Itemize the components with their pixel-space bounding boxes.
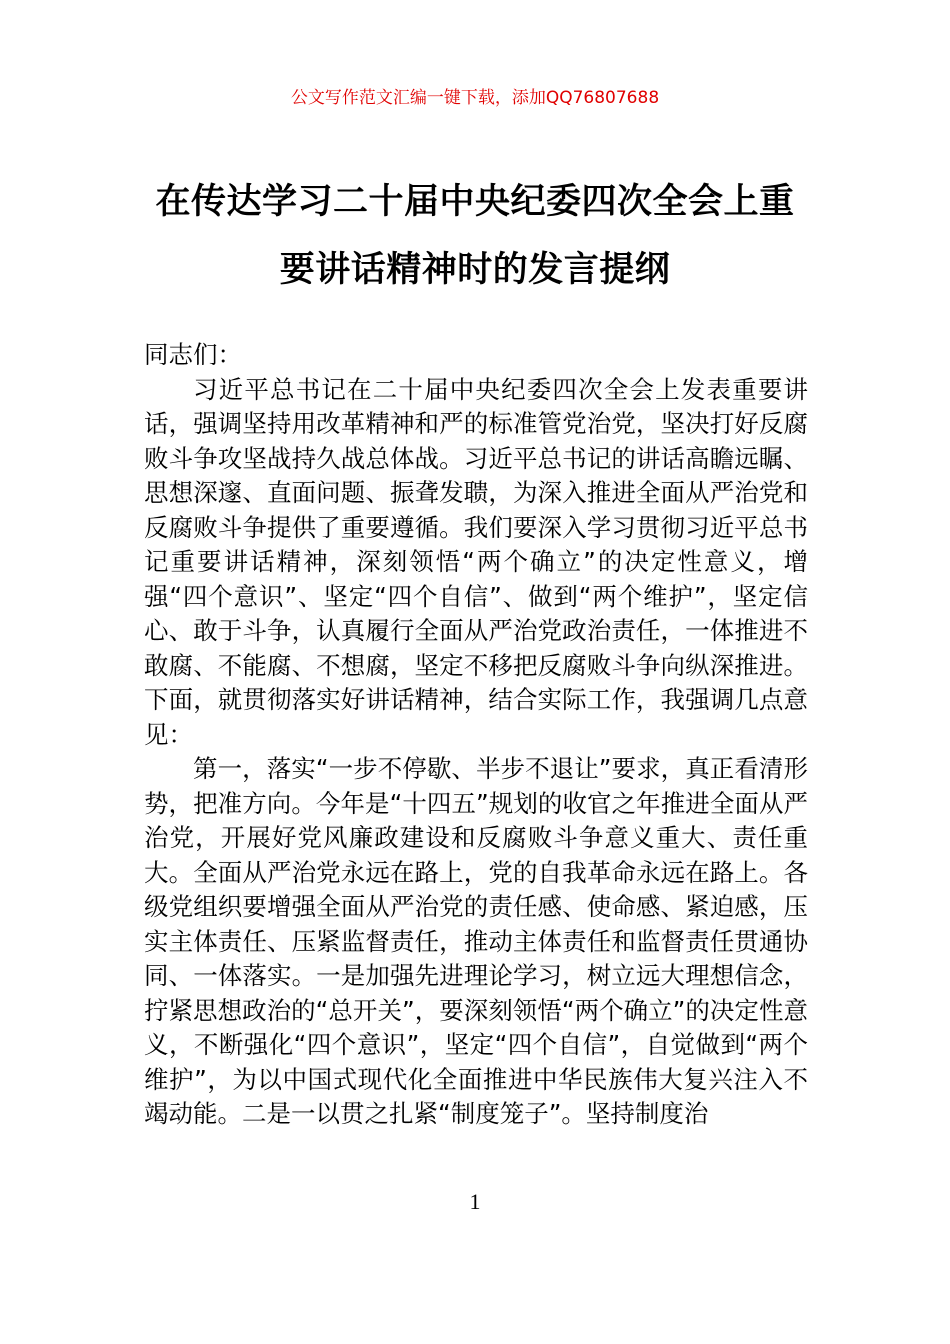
download-banner: 公文写作范文汇编一键下载，添加QQ76807688 bbox=[290, 88, 660, 108]
document-body bbox=[144, 338, 808, 1132]
paragraph: 习近平总书记在二十届中央纪委四次全会上发表重要讲话，强调坚持用改革精神和严的标准管党治党，坚决打好反腐败斗争攻坚战持久战总体战。习近平总书记的讲话高瞻远瞩、思想深邃、直面问题、振聋发聩，为深入推进全面从严治党和反腐败斗争提供了重要遵循。我们要深入学习贯彻习近平总书记重要讲话精神，深刻领悟“两个确立”的决定性意义，增强“四个意识”、坚定“四个自信”、做到“两个维护”，坚定信心、敢于斗争，认真履行全面从严治党政治责任，一体推进不敢腐、不能腐、不想腐，坚定不移把反腐败斗争向纵深推进。下面，就贯彻落实好讲话精神，结合实际工作，我强调几点意见： bbox=[144, 374, 808, 749]
salutation: 同志们： bbox=[144, 340, 242, 369]
page-number: 1 bbox=[469, 1189, 481, 1214]
document-title: 在传达学习二十届中央纪委四次全会上重要讲话精神时的发言提纲 bbox=[155, 182, 795, 290]
paragraph: 第一，落实“一步不停歇、半步不退让”要求，真正看清形势，把准方向。今年是“十四五”规划的收官之年推进全面从严治党，开展好党风廉政建设和反腐败斗争意义重大、责任重大。全面从严治党永远在路上，党的自我革命永远在路上。各级党组织要增强全面从严治党的责任感、使命感、紧迫感，压实主体责任、压紧监督责任，推动主体责任和监督责任贯通协同、一体落实。一是加强先进理论学习，树立远大理想信念，拧紧思想政治的“总开关”，要深刻领悟“两个确立”的决定性意义，不断强化“四个意识”，坚定“四个自信”，自觉做到“两个维护”，为以中国式现代化全面推进中华民族伟大复兴注入不竭动能。二是一以贯之扎紧“制度笼子”。坚持制度治 bbox=[144, 754, 808, 1128]
